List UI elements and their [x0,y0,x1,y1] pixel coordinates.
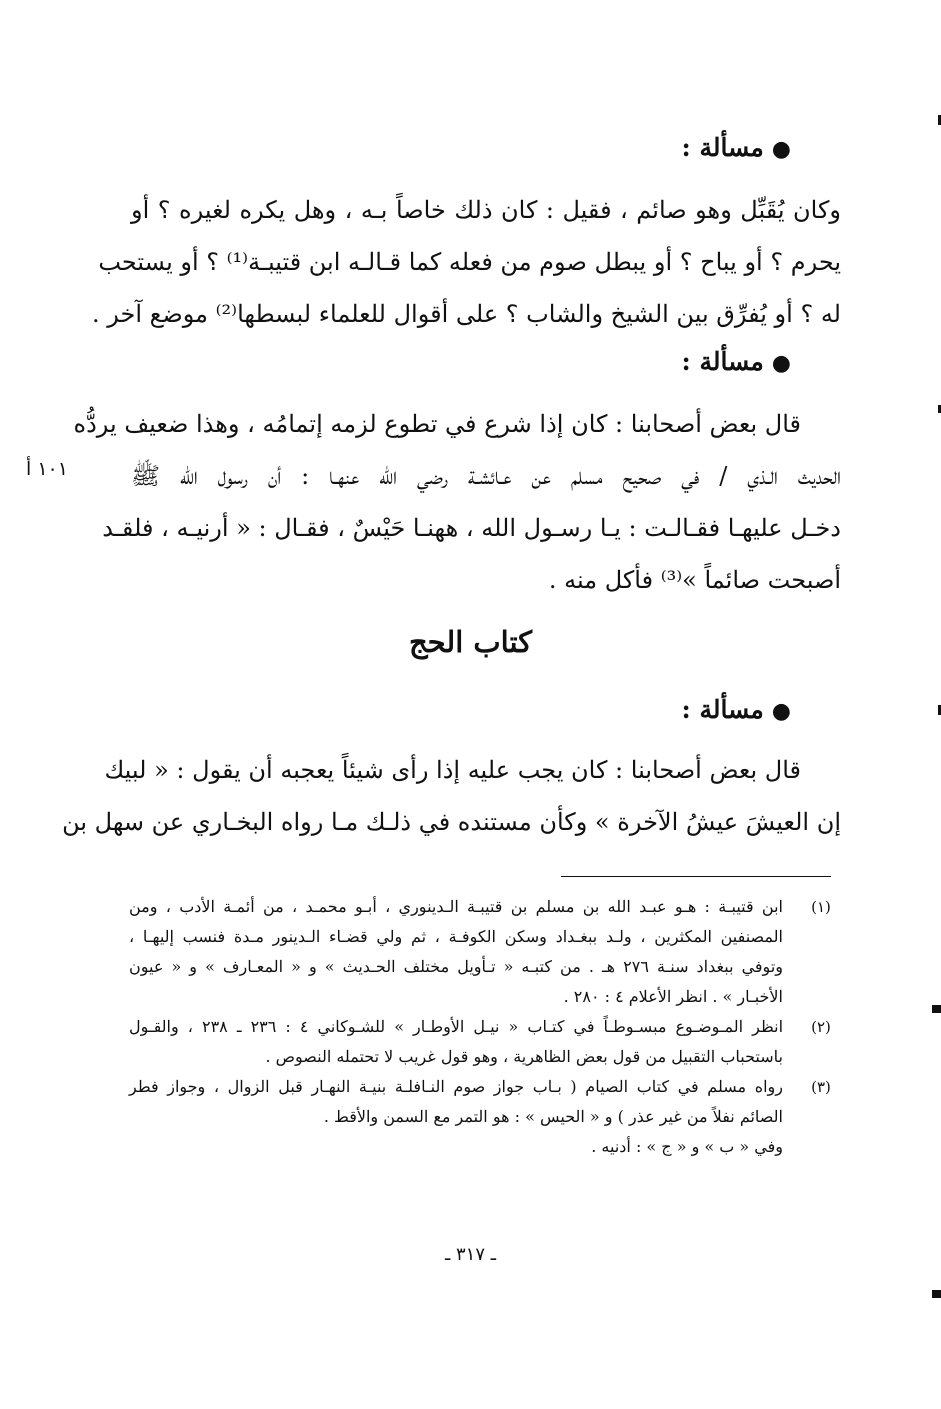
footnote-line: الصائم نفلاً من غير عذر ) و « الحيس » : هو التمر مع السمن والأقط . [323,1107,783,1126]
section-1-paragraph [91,184,841,340]
issue-heading-1: ●مسألة : [681,133,791,162]
paragraph-line: إن العيشَ عيشُ الآخرة » وكأن مستنده في ذلـك مـا رواه البخـاري عن سهل بن [62,808,841,836]
footnote-line: وتوفي ببغداد سنـة ٢٧٦ هـ . من كتبـه « تـأويل مختلف الحـديث » و « المعـارف » و « عيون [129,957,784,976]
footnote-line: باستحباب التقبيل من قول بعض الظاهرية ، وهو قول غريب لا تحتمله النصوص . [265,1047,783,1066]
paragraph-line: قال بعض أصحابنا : كان إذا شرع في تطوع لزمه إتمامُه ، وهذا ضعيف يردُّه [73,410,801,438]
section-2-paragraph [73,398,841,606]
footnote-line: ابن قتيبـة : هـو عبـد الله بن مسلم بن قتيبـة الـدينوري ، أبـو محمـد ، من أئمـة الأدب ، ومن [129,897,783,916]
footnotes [129,892,841,1162]
paragraph-line: أصبحت صائماً »⁽³⁾ فأكل منه . [548,566,841,594]
manuscript-folio-note: ١٠١ أ [26,458,68,480]
section-3-paragraph [62,744,841,848]
issue-heading-2: ●مسألة : [681,347,791,376]
bullet-icon: ● [771,136,791,162]
scan-edge-mark [932,1005,941,1013]
paragraph-line: الحديث الـذي / في صحيح مسلم عن عـائشـة رضي الله عنهـا : أن رسول الله ﷺ [131,462,841,490]
footnote-1 [129,892,841,1012]
issue-heading-3: ●مسألة : [681,695,791,724]
paragraph-line: وكان يُقَبِّل وهو صائم ، فقيل : كان ذلك خاصاً بـه ، وهل يكره لغيره ؟ أو [131,196,841,224]
footnote-line: رواه مسلم في كتاب الصيام ( بـاب جواز صوم النـافلـة بنيـة النهـار قبل الزوال ، وجواز فطر [129,1077,783,1096]
paragraph-line: له ؟ أو يُفرِّق بين الشيخ والشاب ؟ على أقوال للعلماء لبسطها⁽²⁾ موضع آخر . [91,300,841,328]
footnote-number: (١) [811,898,831,916]
bullet-icon: ● [771,350,791,376]
footnote-3 [129,1072,841,1162]
footnote-line: الأخبـار » . انظر الأعلام ٤ : ٢٨٠ . [563,987,783,1006]
footnote-number: (٢) [811,1018,831,1036]
book-title: كتاب الحج [408,625,533,659]
footnote-line: المصنفين المكثرين ، ولـد ببغـداد وسكن الكوفـة ، ثم ولي قضـاء الـدينور مـدة فنسب إليهـا ، [129,927,783,946]
bullet-icon: ● [771,698,791,724]
paragraph-line: دخـل عليهـا فقـالـت : يـا رسـول الله ، ههنـا حَيْسٌ ، فقـال : « أرنيـه ، فلقـد [102,514,841,542]
page-number: ـ ٣١٧ ـ [444,1244,496,1265]
footnote-number: (٣) [811,1078,831,1096]
footnote-line: وفي « ب » و « ج » : أدنيه . [591,1137,783,1156]
footnote-separator [561,876,831,877]
footnote-line: انظر المـوضـوع مبسـوطـاً في كتـاب « نيـل الأوطـار » للشـوكاني ٤ : ٢٣٦ ـ ٢٣٨ ، والقـول [129,1017,784,1036]
footnote-2 [129,1012,841,1072]
paragraph-line: يحرم ؟ أو يباح ؟ أو يبطل صوم من فعله كما قـالـه ابن قتيبـة⁽¹⁾ ؟ أو يستحب [98,248,841,276]
scan-edge-mark [932,1290,941,1298]
paragraph-line: قال بعض أصحابنا : كان يجب عليه إذا رأى شيئاً يعجبه أن يقول : « لبيك [104,756,801,784]
